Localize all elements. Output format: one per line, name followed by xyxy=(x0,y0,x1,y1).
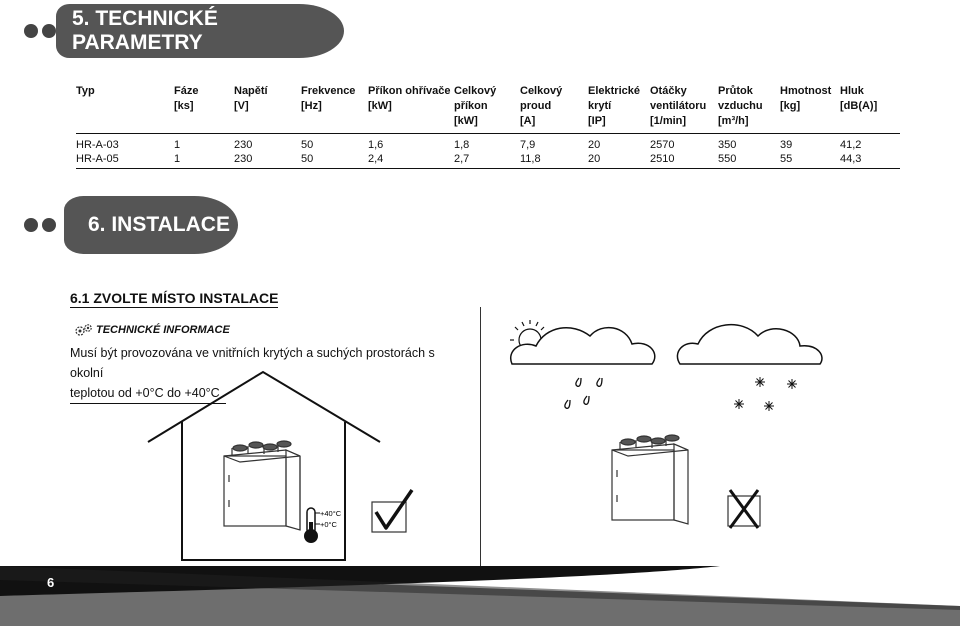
checkmark-icon xyxy=(372,490,412,532)
table-cell: 55 xyxy=(780,153,793,165)
subsection-title: 6.1 ZVOLTE MÍSTO INSTALACE xyxy=(70,290,279,306)
table-cell: 1,6 xyxy=(368,139,384,151)
header-otacky: Otáčky ventilátoru [1/min] xyxy=(650,85,707,127)
note-line-2: teplotou od +0°C do +40°C xyxy=(70,383,226,404)
table-cell: 1 xyxy=(174,139,181,151)
table-cell: 2,7 xyxy=(454,153,470,165)
table-cell: 39 xyxy=(780,139,793,151)
section-5-title: 5. TECHNICKÉ PARAMETRY xyxy=(72,7,218,54)
table-cell: 1 xyxy=(174,153,181,165)
table-cell: 11,8 xyxy=(520,153,541,165)
table-cell: 50 xyxy=(301,153,314,165)
table-cell: 230 xyxy=(234,153,253,165)
header-celkovy-prikon: Celkový příkon [kW] xyxy=(454,85,497,127)
table-cell: 2510 xyxy=(650,153,675,165)
table-cell: 2570 xyxy=(650,139,675,151)
header-frekvence: Frekvence [Hz] xyxy=(301,85,356,112)
table-cell: HR-A-03 xyxy=(76,139,119,151)
table-cell: 20 xyxy=(588,153,601,165)
header-celkovy-proud: Celkový proud [A] xyxy=(520,85,563,127)
header-hmotnost: Hmotnost [kg] xyxy=(780,85,832,112)
cross-mark-icon xyxy=(728,490,760,528)
rain-cloud-icon xyxy=(511,328,655,364)
header-napeti: Napětí [V] xyxy=(234,85,268,112)
snowflakes-icon xyxy=(734,377,797,411)
table-cell: 550 xyxy=(718,153,737,165)
table-cell: 50 xyxy=(301,139,314,151)
note-line-1: Musí být provozována ve vnitřních krytých a suchých prostorách s okolní xyxy=(70,346,435,380)
thermometer-max-label: +40°C xyxy=(320,509,342,518)
table-cell: HR-A-05 xyxy=(76,153,119,165)
recuperation-unit-icon xyxy=(224,441,300,530)
header-typ: Typ xyxy=(76,85,95,97)
house-icon xyxy=(148,372,380,560)
thermometer-icon xyxy=(304,508,320,543)
header-faze: Fáze [ks] xyxy=(174,85,199,112)
page-number: 6 xyxy=(47,575,55,590)
table-cell: 230 xyxy=(234,139,253,151)
recuperation-unit-outdoor-icon xyxy=(612,435,688,524)
table-cell: 7,9 xyxy=(520,139,536,151)
table-cell: 44,3 xyxy=(840,153,862,165)
header-prutok: Průtok vzduchu [m³/h] xyxy=(718,85,763,127)
table-cell: 2,4 xyxy=(368,153,384,165)
raindrops-icon xyxy=(565,378,602,408)
page-footer xyxy=(0,566,960,626)
thermometer-min-label: +0°C xyxy=(320,520,337,529)
technical-info-label: TECHNICKÉ INFORMACE xyxy=(96,324,230,336)
table-cell: 1,8 xyxy=(454,139,470,151)
header-hluk: Hluk [dB(A)] xyxy=(840,85,878,112)
table-cell: 350 xyxy=(718,139,737,151)
section-6-title: 6. INSTALACE xyxy=(88,213,230,236)
snow-cloud-icon xyxy=(677,325,822,364)
table-cell: 41,2 xyxy=(840,139,862,151)
table-cell: 20 xyxy=(588,139,601,151)
header-elektricke-kryti: Elektrické krytí [IP] xyxy=(588,85,640,127)
header-prikon-ohrivace: Příkon ohřívače [kW] xyxy=(368,85,451,112)
